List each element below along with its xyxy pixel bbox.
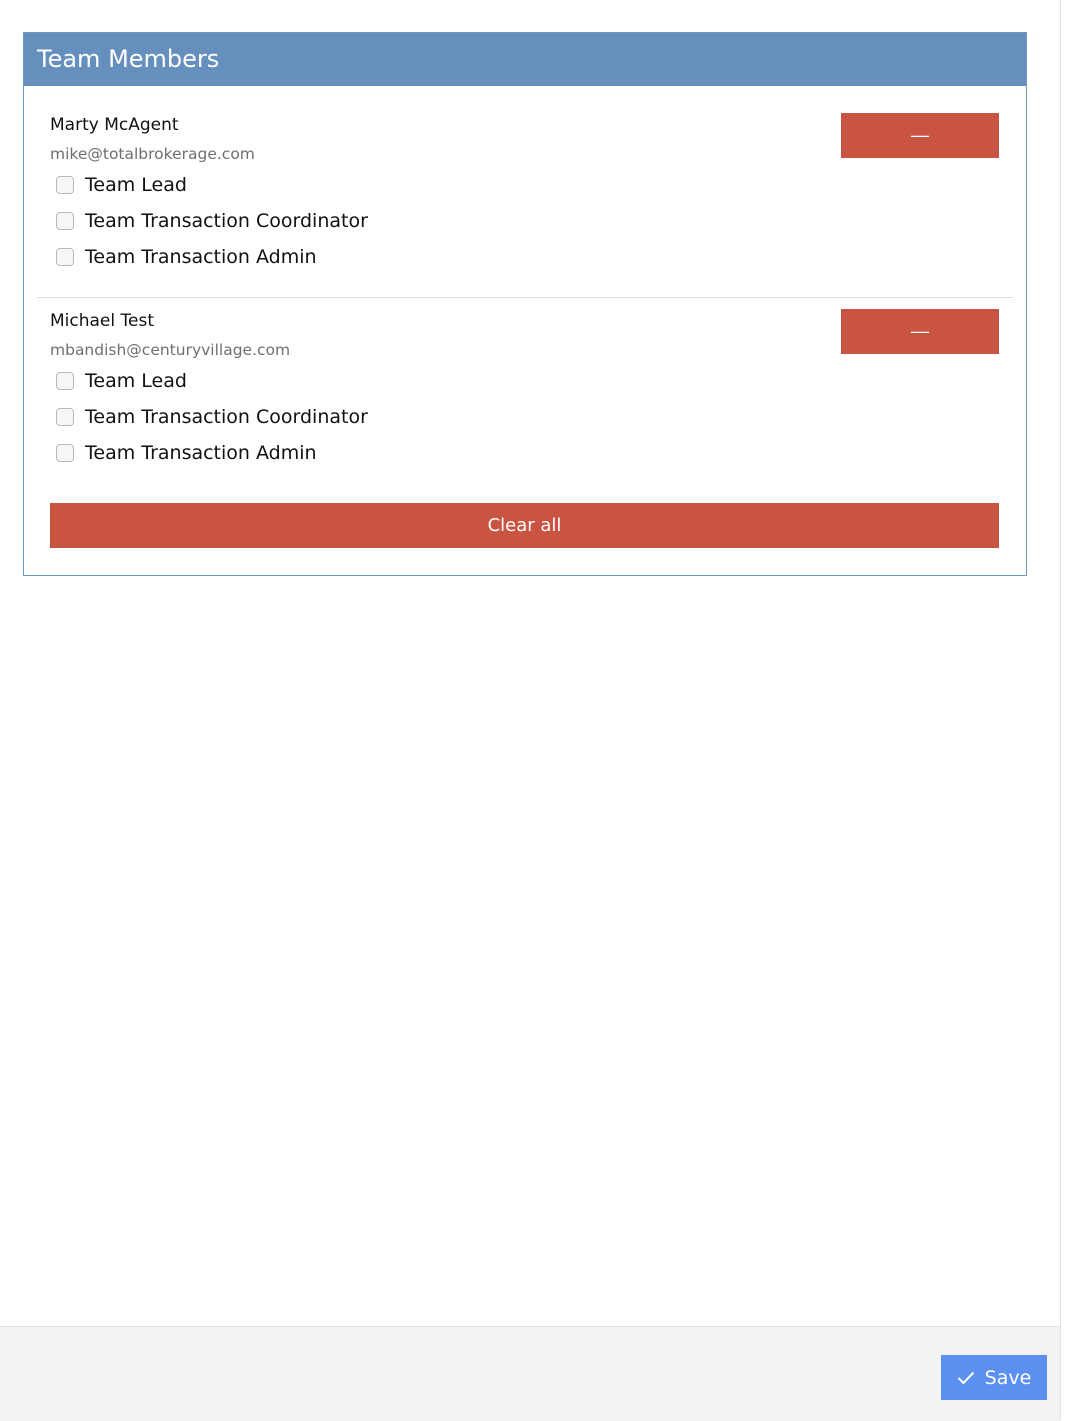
checkbox[interactable] [56, 444, 74, 462]
role-team-lead[interactable] [56, 174, 187, 196]
member-name: Marty McAgent [50, 115, 179, 135]
panel-title: Team Members [24, 33, 1026, 86]
team-member-item [37, 86, 1013, 298]
footer-bar [0, 1326, 1060, 1421]
member-email: mbandish@centuryvillage.com [50, 341, 291, 359]
member-name: Michael Test [50, 311, 154, 331]
checkbox[interactable] [56, 248, 74, 266]
remove-member-button[interactable] [841, 309, 999, 354]
role-label: Team Lead [85, 174, 187, 196]
role-label: Team Lead [85, 370, 187, 392]
scrollbar-track[interactable] [1060, 0, 1061, 1420]
checkbox[interactable] [56, 212, 74, 230]
team-member-item [37, 298, 1013, 488]
role-label: Team Transaction Coordinator [85, 210, 368, 232]
checkbox[interactable] [56, 372, 74, 390]
minus-icon: — [911, 321, 929, 341]
save-label: Save [984, 1366, 1032, 1389]
clear-all-button[interactable]: Clear all [50, 503, 999, 548]
checkmark-icon [957, 1371, 975, 1385]
role-transaction-admin[interactable] [56, 442, 317, 464]
member-email: mike@totalbrokerage.com [50, 145, 255, 163]
save-button[interactable] [941, 1355, 1047, 1400]
team-members-panel [23, 32, 1027, 576]
role-team-lead[interactable] [56, 370, 187, 392]
role-label: Team Transaction Admin [85, 246, 317, 268]
role-label: Team Transaction Coordinator [85, 406, 368, 428]
role-transaction-admin[interactable] [56, 246, 317, 268]
remove-member-button[interactable] [841, 113, 999, 158]
role-transaction-coordinator[interactable] [56, 210, 368, 232]
role-transaction-coordinator[interactable] [56, 406, 368, 428]
role-label: Team Transaction Admin [85, 442, 317, 464]
minus-icon: — [911, 125, 929, 145]
checkbox[interactable] [56, 408, 74, 426]
checkbox[interactable] [56, 176, 74, 194]
